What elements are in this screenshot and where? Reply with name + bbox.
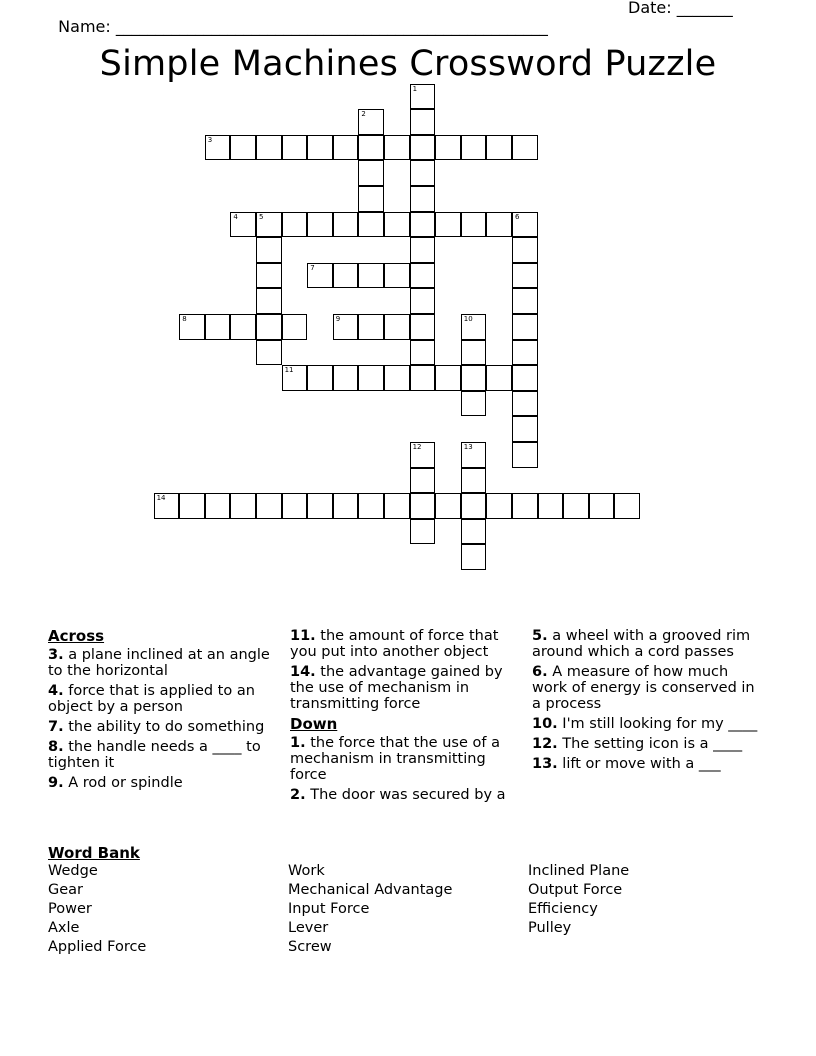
clue-number: 11. xyxy=(290,628,316,644)
cell-number: 11 xyxy=(284,366,294,375)
across-clue-list-continued xyxy=(290,628,518,712)
word-bank-item: Inclined Plane xyxy=(528,863,630,879)
cell-number: 2 xyxy=(361,110,366,119)
across-clue-list xyxy=(48,647,276,791)
crossword-cell[interactable] xyxy=(282,135,308,161)
crossword-cell[interactable] xyxy=(410,84,436,110)
word-bank-item: Work xyxy=(288,863,325,879)
clue-item xyxy=(48,683,276,715)
crossword-cell[interactable] xyxy=(256,314,282,340)
down-heading: Down xyxy=(290,715,338,733)
clue-number: 5. xyxy=(532,628,548,644)
crossword-cell[interactable] xyxy=(512,340,538,366)
clue-text: lift or move with a ___ xyxy=(557,756,721,772)
crossword-cell[interactable] xyxy=(230,493,256,519)
clue-text: the advantage gained by the use of mechanism in transmitting force xyxy=(290,664,503,712)
crossword-cell[interactable] xyxy=(358,186,384,212)
crossword-cell[interactable] xyxy=(256,288,282,314)
word-bank-item: Axle xyxy=(48,920,80,936)
crossword-cell[interactable] xyxy=(512,135,538,161)
cell-number: 4 xyxy=(233,212,238,221)
clue-item xyxy=(532,628,760,660)
crossword-cell[interactable] xyxy=(512,237,538,263)
crossword-cell[interactable] xyxy=(282,314,308,340)
crossword-cell[interactable] xyxy=(461,135,487,161)
crossword-cell[interactable] xyxy=(333,314,359,340)
crossword-cell[interactable] xyxy=(512,212,538,238)
crossword-cell[interactable] xyxy=(358,365,384,391)
clue-item xyxy=(290,735,518,783)
crossword-cell[interactable] xyxy=(461,519,487,545)
word-bank-item: Wedge xyxy=(48,863,98,879)
word-bank-column-1 xyxy=(48,862,146,957)
clues-column-3 xyxy=(532,628,760,776)
crossword-cell[interactable] xyxy=(333,263,359,289)
crossword-cell[interactable] xyxy=(358,314,384,340)
crossword-cell[interactable] xyxy=(461,340,487,366)
cell-number: 6 xyxy=(515,212,520,221)
crossword-cell[interactable] xyxy=(333,212,359,238)
crossword-cell[interactable] xyxy=(179,493,205,519)
word-bank-column-3 xyxy=(528,862,629,938)
crossword-cell[interactable] xyxy=(410,365,436,391)
date-field[interactable]: Date: _______ xyxy=(628,0,733,17)
crossword-cell[interactable] xyxy=(461,442,487,468)
cell-number: 13 xyxy=(463,443,473,451)
clue-number: 13. xyxy=(532,756,558,772)
crossword-cell[interactable] xyxy=(461,391,487,417)
clue-text: A rod or spindle xyxy=(63,775,183,791)
crossword-cell[interactable] xyxy=(384,135,410,161)
word-bank-item: Output Force xyxy=(528,882,623,898)
across-heading: Across xyxy=(48,627,105,645)
crossword-cell[interactable] xyxy=(410,288,436,314)
crossword-cell[interactable] xyxy=(461,365,487,391)
crossword-cell[interactable] xyxy=(205,135,231,161)
crossword-cell[interactable] xyxy=(307,135,333,161)
clue-number: 6. xyxy=(532,664,548,680)
crossword-cell[interactable] xyxy=(512,493,538,519)
crossword-cell[interactable] xyxy=(307,263,333,289)
crossword-cell[interactable] xyxy=(410,212,436,238)
crossword-cell[interactable] xyxy=(358,212,384,238)
crossword-cell[interactable] xyxy=(410,468,436,494)
clue-text: I'm still looking for my ____ xyxy=(557,716,758,732)
crossword-cell[interactable] xyxy=(358,160,384,186)
crossword-cell[interactable] xyxy=(410,186,436,212)
clue-number: 8. xyxy=(48,739,64,755)
crossword-cell[interactable] xyxy=(358,109,384,135)
name-field[interactable]: Name: ______________________________________________________ xyxy=(58,17,548,36)
clue-number: 1. xyxy=(290,735,306,751)
crossword-cell[interactable] xyxy=(154,493,180,519)
clue-item xyxy=(48,775,276,791)
crossword-cell[interactable] xyxy=(461,544,487,570)
crossword-cell[interactable] xyxy=(410,493,436,519)
clue-text: the force that the use of a mechanism in transmitting force xyxy=(290,735,500,783)
crossword-cell[interactable] xyxy=(256,493,282,519)
clue-text: the handle needs a ____ to tighten it xyxy=(48,739,261,771)
word-bank-item: Screw xyxy=(288,939,332,955)
clue-number: 9. xyxy=(48,775,64,791)
crossword-cell[interactable] xyxy=(282,212,308,238)
crossword-cell[interactable] xyxy=(563,493,589,519)
cell-number: 8 xyxy=(182,315,187,323)
crossword-cell[interactable] xyxy=(358,263,384,289)
crossword-cell[interactable] xyxy=(282,365,308,391)
crossword-cell[interactable] xyxy=(410,160,436,186)
clue-item xyxy=(290,787,518,803)
crossword-cell[interactable] xyxy=(333,135,359,161)
crossword-cell[interactable] xyxy=(589,493,615,519)
clue-number: 12. xyxy=(532,736,558,752)
cell-number: 5 xyxy=(259,212,264,221)
clue-text: the ability to do something xyxy=(63,719,265,735)
crossword-cell[interactable] xyxy=(410,340,436,366)
crossword-cell[interactable] xyxy=(512,442,538,468)
crossword-cell[interactable] xyxy=(410,263,436,289)
crossword-cell[interactable] xyxy=(410,237,436,263)
clue-item xyxy=(532,736,760,752)
crossword-cell[interactable] xyxy=(256,212,282,238)
crossword-cell[interactable] xyxy=(384,212,410,238)
clue-text: A measure of how much work of energy is conserved in a process xyxy=(532,664,755,712)
down-clue-list xyxy=(290,735,518,803)
crossword-cell[interactable] xyxy=(461,493,487,519)
crossword-cell[interactable] xyxy=(179,314,205,340)
crossword-cell[interactable] xyxy=(205,493,231,519)
clues-column-2 xyxy=(290,628,518,807)
word-bank-item: Power xyxy=(48,901,92,917)
crossword-cell[interactable] xyxy=(282,493,308,519)
clue-text: force that is applied to an object by a person xyxy=(48,683,255,715)
cell-number: 10 xyxy=(463,315,473,323)
crossword-cell[interactable] xyxy=(410,135,436,161)
clue-number: 2. xyxy=(290,787,306,803)
crossword-cell[interactable] xyxy=(512,263,538,289)
crossword-cell[interactable] xyxy=(614,493,640,519)
crossword-cell[interactable] xyxy=(333,493,359,519)
clue-item xyxy=(48,739,276,771)
crossword-cell[interactable] xyxy=(512,314,538,340)
crossword-cell[interactable] xyxy=(384,263,410,289)
cell-number: 7 xyxy=(310,263,315,272)
crossword-cell[interactable] xyxy=(461,314,487,340)
crossword-cell[interactable] xyxy=(435,493,461,519)
word-bank-item: Mechanical Advantage xyxy=(288,882,453,898)
word-bank-item: Lever xyxy=(288,920,329,936)
clue-item xyxy=(532,664,760,712)
clue-number: 3. xyxy=(48,647,64,663)
cell-number: 1 xyxy=(412,84,418,93)
cell-number: 12 xyxy=(412,443,422,451)
crossword-cell[interactable] xyxy=(230,135,256,161)
page-title: Simple Machines Crossword Puzzle xyxy=(99,44,717,84)
clue-item xyxy=(532,756,760,772)
clue-number: 14. xyxy=(290,664,316,680)
crossword-cell[interactable] xyxy=(512,391,538,417)
word-bank-item: Input Force xyxy=(288,901,370,917)
cell-number: 14 xyxy=(156,494,166,503)
crossword-cell[interactable] xyxy=(461,212,487,238)
clue-item xyxy=(48,719,276,735)
crossword-cell[interactable] xyxy=(205,314,231,340)
word-bank-item: Gear xyxy=(48,882,84,898)
crossword-cell[interactable] xyxy=(486,365,512,391)
clue-item xyxy=(532,716,760,732)
crossword-cell[interactable] xyxy=(307,365,333,391)
crossword-cell[interactable] xyxy=(486,212,512,238)
crossword-cell[interactable] xyxy=(512,288,538,314)
crossword-cell[interactable] xyxy=(307,212,333,238)
clue-item xyxy=(48,647,276,679)
word-bank-column-2 xyxy=(288,862,452,957)
crossword-cell[interactable] xyxy=(435,365,461,391)
crossword-cell[interactable] xyxy=(230,212,256,238)
crossword-cell[interactable] xyxy=(512,416,538,442)
crossword-cell[interactable] xyxy=(410,314,436,340)
crossword-cell[interactable] xyxy=(256,263,282,289)
crossword-cell[interactable] xyxy=(435,135,461,161)
word-bank-item: Applied Force xyxy=(48,939,147,955)
clue-text: the amount of force that you put into another object xyxy=(290,628,499,660)
crossword-cell[interactable] xyxy=(410,442,436,468)
crossword-cell[interactable] xyxy=(410,519,436,545)
crossword-cell[interactable] xyxy=(358,135,384,161)
clue-item xyxy=(290,664,518,712)
word-bank-item: Pulley xyxy=(528,920,572,936)
crossword-cell[interactable] xyxy=(256,135,282,161)
crossword-cell[interactable] xyxy=(333,365,359,391)
crossword-cell[interactable] xyxy=(410,109,436,135)
clue-number: 7. xyxy=(48,719,64,735)
clue-text: The door was secured by a xyxy=(305,787,506,803)
clue-number: 10. xyxy=(532,716,558,732)
crossword-cell[interactable] xyxy=(435,212,461,238)
clue-number: 4. xyxy=(48,683,64,699)
crossword-cell[interactable] xyxy=(307,493,333,519)
cell-number: 3 xyxy=(207,135,213,144)
word-bank-heading: Word Bank xyxy=(48,844,140,862)
crossword-cell[interactable] xyxy=(538,493,564,519)
crossword-cell[interactable] xyxy=(358,493,384,519)
crossword-cell[interactable] xyxy=(486,135,512,161)
down-clue-list-continued xyxy=(532,628,760,772)
clue-item xyxy=(290,628,518,660)
crossword-cell[interactable] xyxy=(512,365,538,391)
crossword-cell[interactable] xyxy=(256,237,282,263)
crossword-cell[interactable] xyxy=(486,493,512,519)
clue-text: The setting icon is a ____ xyxy=(557,736,743,752)
cell-number: 9 xyxy=(335,315,341,323)
crossword-cell[interactable] xyxy=(230,314,256,340)
crossword-cell[interactable] xyxy=(384,493,410,519)
crossword-cell[interactable] xyxy=(384,365,410,391)
clues-column-1 xyxy=(48,628,276,795)
word-bank-item: Efficiency xyxy=(528,901,598,917)
crossword-cell[interactable] xyxy=(384,314,410,340)
clue-text: a plane inclined at an angle to the horizontal xyxy=(48,647,270,679)
crossword-cell[interactable] xyxy=(461,468,487,494)
crossword-cell[interactable] xyxy=(256,340,282,366)
clue-text: a wheel with a grooved rim around which a cord passes xyxy=(532,628,751,660)
